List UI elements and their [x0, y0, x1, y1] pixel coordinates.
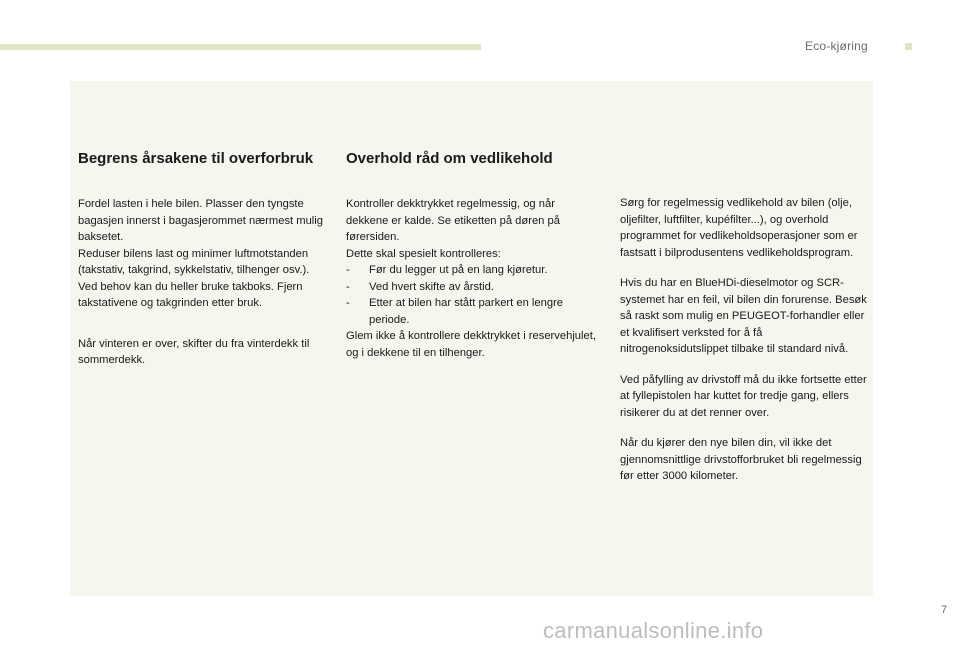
- section-title: Eco-kjøring: [805, 39, 868, 53]
- column-maintenance: [346, 151, 596, 361]
- paragraph-regular-service: Sørg for regelmessig vedlikehold av bilen (olje, oljefilter, luftfilter, kupéfilter...), og overhold programmet for vedlikeholdsoperasjoner som er fastsatt i bilprodusentens vedlikeholdsprogram.: [620, 197, 858, 259]
- paragraph-refuelling: Ved påfylling av drivstoff må du ikke fortsette etter at fyllepistolen har kuttet for tredje gang, ellers risikerer du at det renner over.: [620, 373, 867, 419]
- list-item: - Etter at bilen har stått parkert en lengre periode.: [346, 297, 564, 326]
- page-number: 7: [941, 604, 948, 616]
- header-accent-bar: [0, 44, 481, 50]
- paragraph-reduce-load: Reduser bilens last og minimer luftmotstanden (takstativ, takgrind, sykkelstativ, tilhenger osv.). Ved behov kan du heller bruke takboks. Fjern takstativene og takgrinden etter bruk.: [78, 247, 310, 309]
- header-marker: [905, 43, 912, 50]
- paragraph-winter-tyres: Når vinteren er over, skifter du fra vinterdekk til sommerdekk.: [78, 337, 310, 366]
- column-maintenance-continued: [620, 195, 868, 485]
- list-item: - Ved hvert skifte av årstid.: [346, 280, 494, 293]
- paragraph-spare-wheel: Glem ikke å kontrollere dekktrykket i reservehjulet, og i dekkene til en tilhenger.: [346, 330, 596, 359]
- check-list: [346, 262, 596, 328]
- heading-overconsumption: Begrens årsakene til overforbruk: [78, 150, 314, 167]
- heading-maintenance: Overhold råd om vedlikehold: [346, 150, 553, 167]
- paragraph-load-distribution: Fordel lasten i hele bilen. Plasser den tyngste bagasjen innerst i bagasjerommet nærmest mulig baksetet.: [78, 198, 323, 243]
- list-item: - Før du legger ut på en lang kjøretur.: [346, 264, 548, 276]
- paragraph-bluehdi-scr: Hvis du har en BlueHDi-dieselmotor og SCR-systemet har en feil, vil bilen din forurense. Besøk så raskt som mulig en PEUGEOT-forhandler eller et kvalifisert verksted for å få nitrogenoksidutslippet tilbake til standard nivå.: [620, 277, 867, 355]
- paragraph-check-intro: Dette skal spesielt kontrolleres:: [346, 247, 501, 260]
- paragraph-new-car-consumption: Når du kjører den nye bilen din, vil ikke det gjennomsnittlige drivstofforbruket bli regelmessig før etter 3000 kilometer.: [620, 437, 862, 482]
- column-overconsumption: [78, 151, 330, 369]
- paragraph-tyre-pressure: Kontroller dekktrykket regelmessig, og når dekkene er kalde. Se etiketten på døren på førersiden.: [346, 198, 560, 243]
- watermark: carmanualsonline.info: [543, 618, 764, 643]
